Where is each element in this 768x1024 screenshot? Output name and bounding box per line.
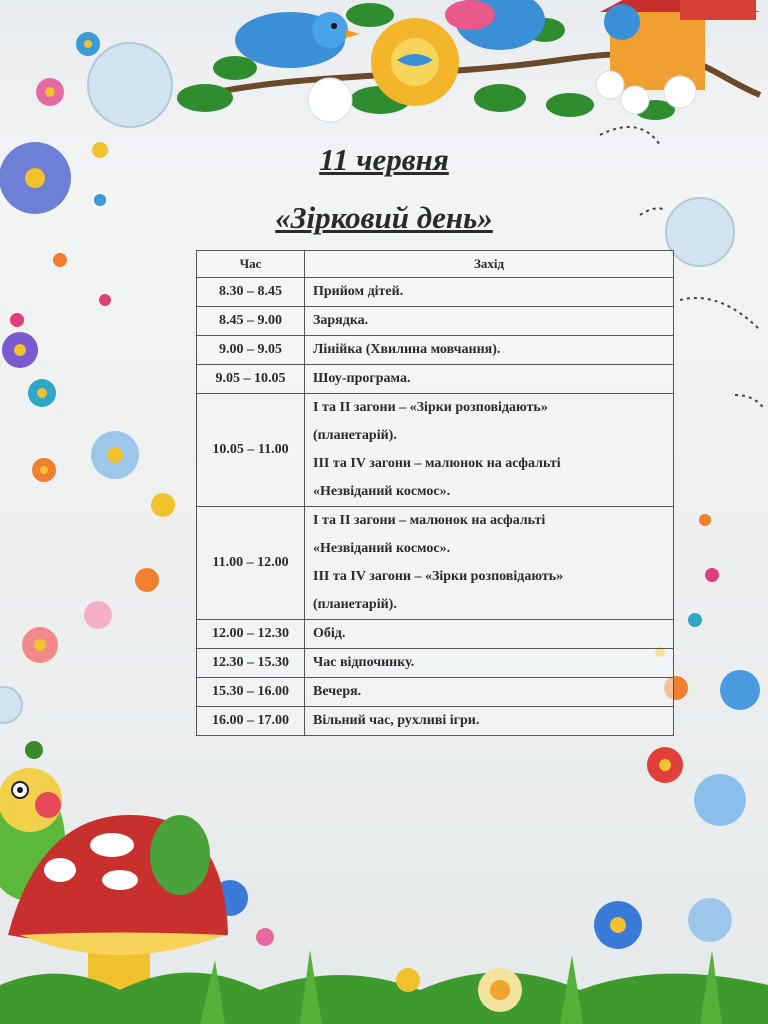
row-time: 15.30 – 16.00: [197, 678, 305, 707]
row-time: 16.00 – 17.00: [197, 707, 305, 736]
table-row: [197, 507, 674, 620]
event-line: Вечеря.: [313, 684, 362, 699]
event-line: І та ІІ загони – малюнок на асфальті: [313, 513, 546, 528]
event-line: «Незвіданий космос».: [313, 541, 451, 556]
event-line: Час відпочинку.: [313, 655, 415, 670]
row-event: [305, 278, 674, 307]
leaf-icon: [177, 3, 675, 120]
schedule-table: [196, 250, 674, 736]
event-line: ІІІ та IV загони – малюнок на асфальті: [313, 456, 561, 471]
row-event: [305, 336, 674, 365]
table-row: [197, 307, 674, 336]
table-row: [197, 707, 674, 736]
birdhouse-icon: [600, 0, 760, 90]
row-event: [305, 707, 674, 736]
table-row: [197, 649, 674, 678]
table-header-row: [197, 251, 674, 278]
event-line: Лінійка (Хвилина мовчання).: [313, 342, 501, 357]
event-line: Обід.: [313, 626, 346, 641]
table-row: [197, 394, 674, 507]
event-line: Зарядка.: [313, 313, 369, 328]
table-row: [197, 365, 674, 394]
row-time: 9.00 – 9.05: [197, 336, 305, 365]
row-time: 8.30 – 8.45: [197, 278, 305, 307]
bird-icon: [445, 0, 545, 50]
row-event: [305, 365, 674, 394]
event-line: ІІІ та IV загони – «Зірки розповідають»: [313, 569, 564, 584]
event-line: І та ІІ загони – «Зірки розповідають»: [313, 400, 548, 415]
flower-icon: [308, 71, 696, 122]
table-row: [197, 336, 674, 365]
event-line: (планетарій).: [313, 428, 397, 443]
row-event: [305, 394, 674, 507]
mushroom-icon: [8, 815, 228, 1024]
row-time: 12.00 – 12.30: [197, 620, 305, 649]
row-event: [305, 678, 674, 707]
row-time: 10.05 – 11.00: [197, 394, 305, 507]
column-header-time: Час: [197, 251, 305, 278]
table-row: [197, 278, 674, 307]
column-header-event: Захід: [305, 251, 674, 278]
row-time: 12.30 – 15.30: [197, 649, 305, 678]
bird-icon: [235, 12, 360, 68]
page-title: «Зірковий день»: [275, 200, 493, 235]
row-event: [305, 649, 674, 678]
sunflower-icon: [371, 18, 459, 106]
row-event: [305, 507, 674, 620]
row-time: 11.00 – 12.00: [197, 507, 305, 620]
table-row: [197, 620, 674, 649]
row-event: [305, 307, 674, 336]
caterpillar-icon: [0, 741, 65, 900]
event-line: Прийом дітей.: [313, 284, 404, 299]
date-heading: 11 червня: [319, 142, 449, 177]
flower-icon: [0, 32, 175, 663]
row-event: [305, 620, 674, 649]
event-line: (планетарій).: [313, 597, 397, 612]
event-line: Шоу-програма.: [313, 371, 411, 386]
table-row: [197, 678, 674, 707]
grass-icon: [0, 950, 768, 1024]
event-line: Вільний час, рухливі ігри.: [313, 713, 480, 728]
row-time: 9.05 – 10.05: [197, 365, 305, 394]
row-time: 8.45 – 9.00: [197, 307, 305, 336]
event-line: «Незвіданий космос».: [313, 484, 451, 499]
